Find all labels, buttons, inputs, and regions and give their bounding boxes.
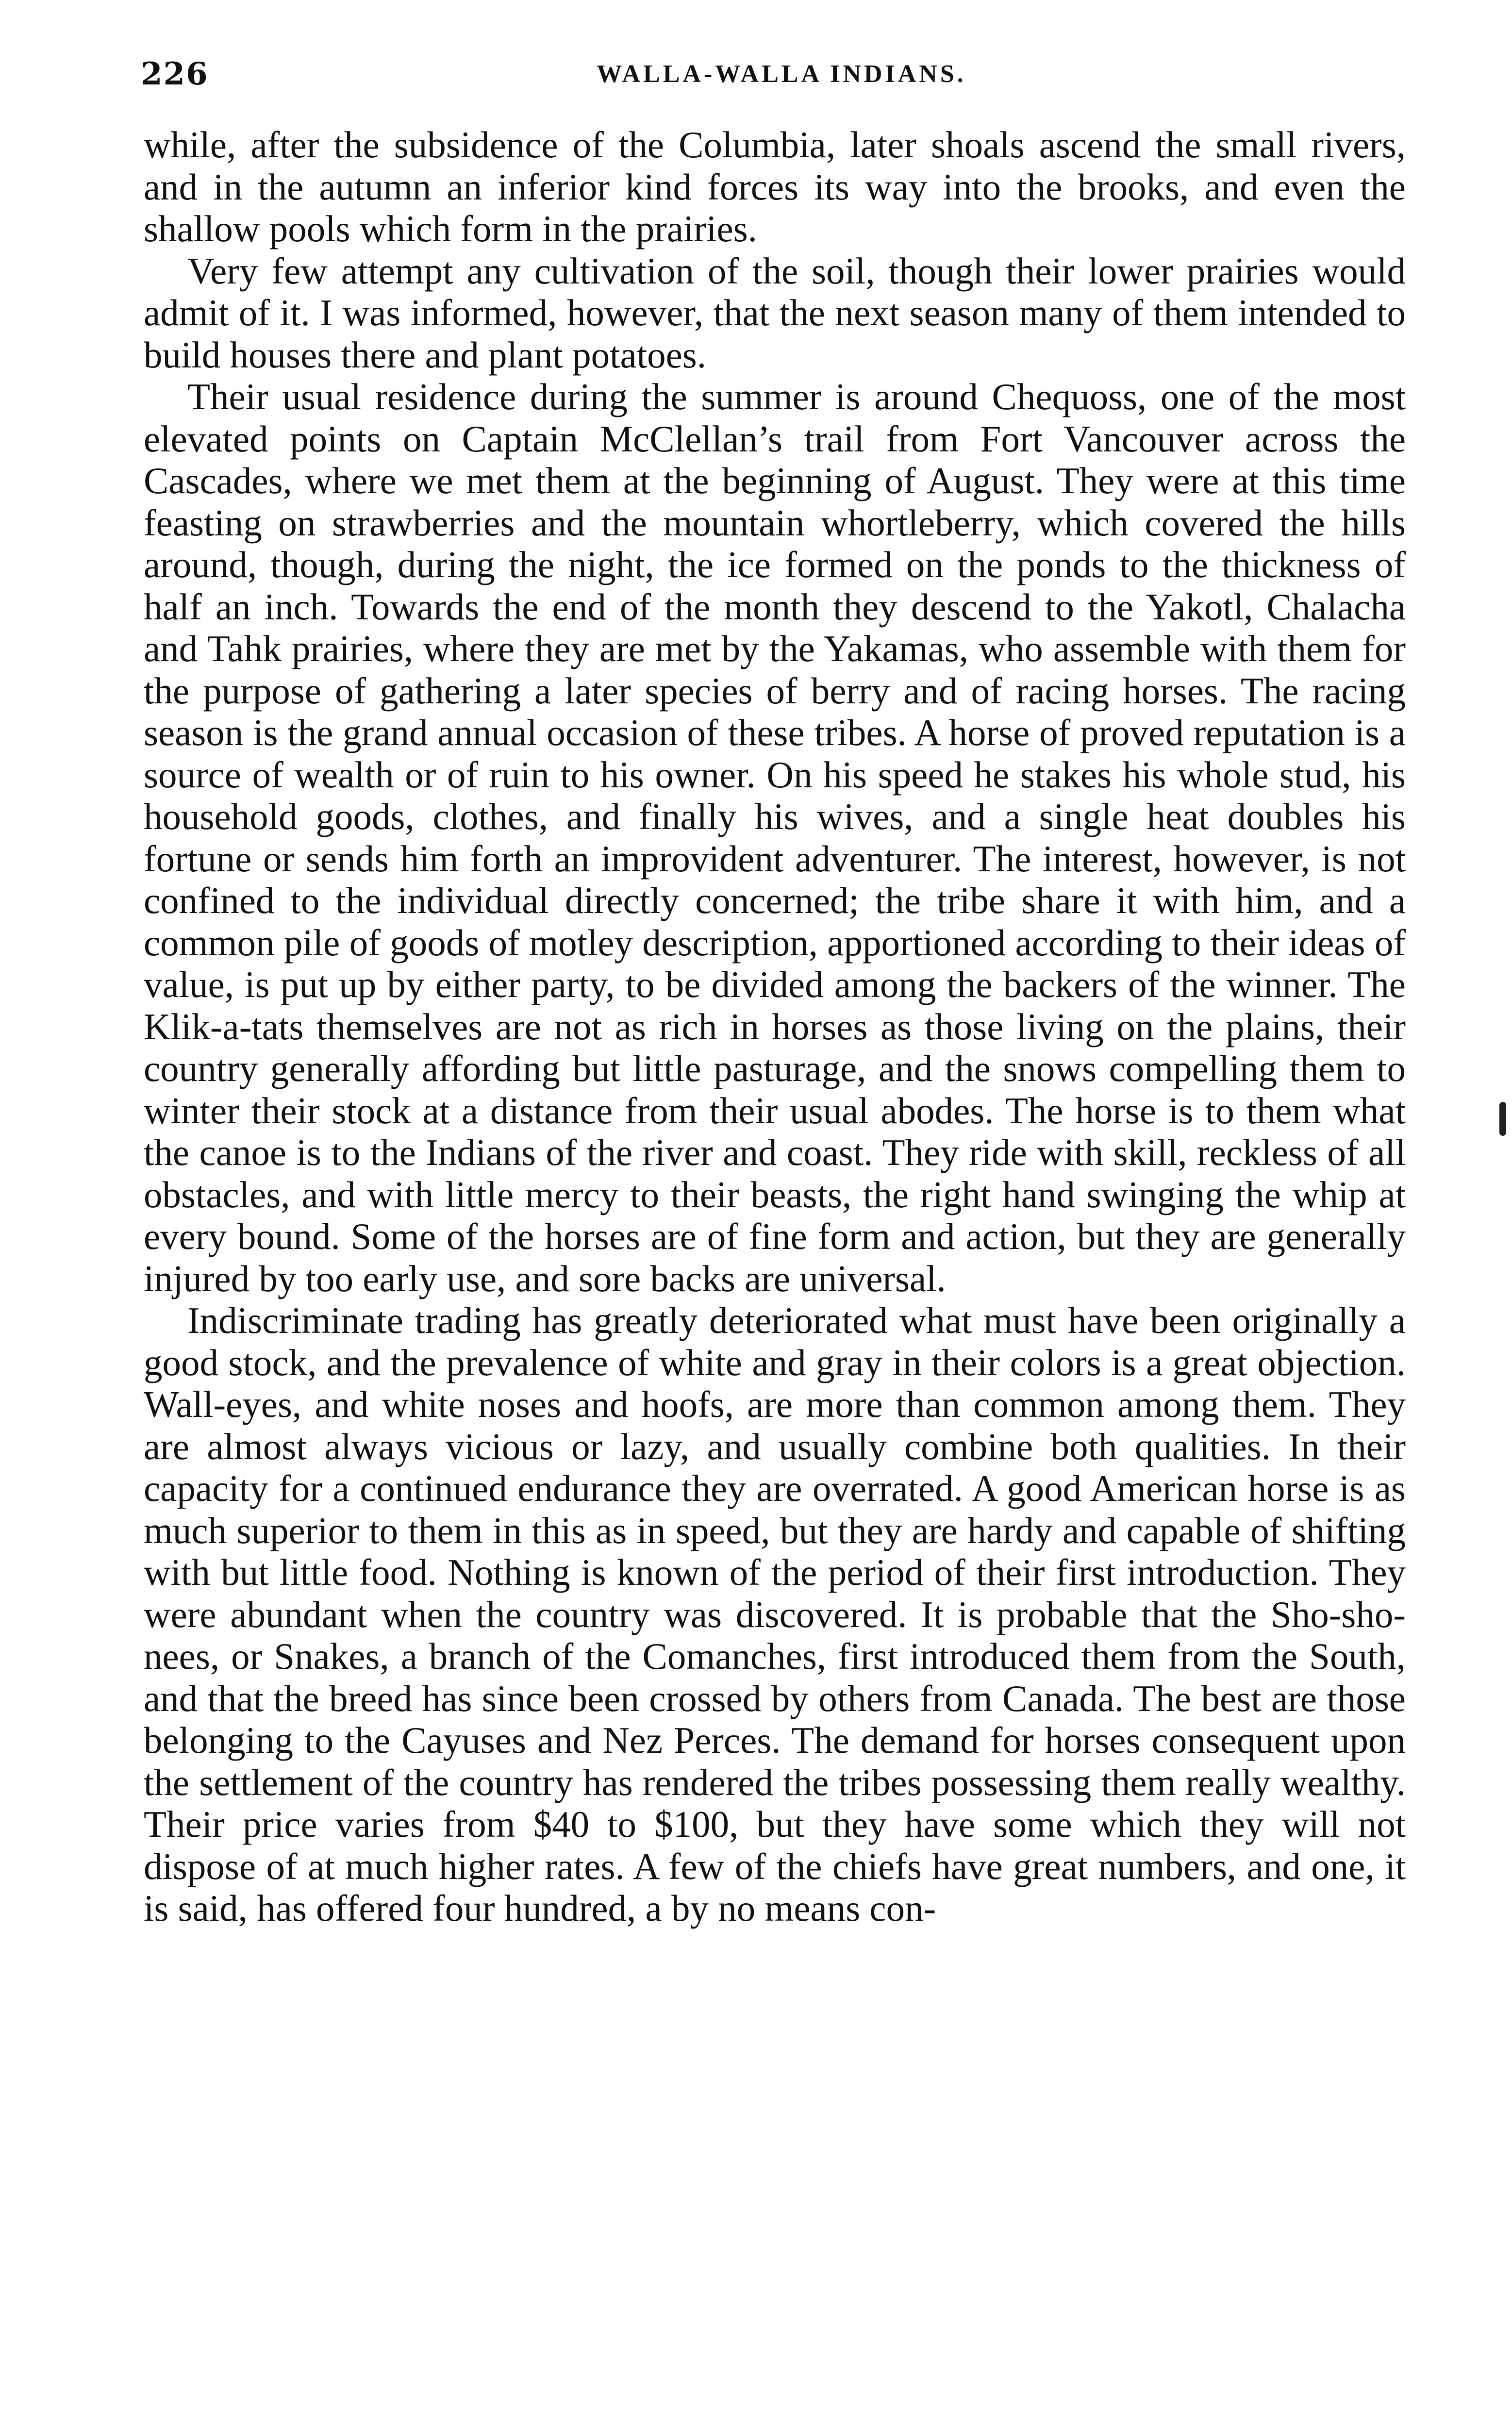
paragraph-2: Very few attempt any cultivation of the soil, though their lower prairies would admit of it. I was informed, however, that the next season many of them intended to build houses there and plant potatoes. [144, 249, 1406, 376]
paragraph-3: Their usual residence during the summer is around Chequoss, one of the most elevated points on Captain McClellan’s trail from Fort Vancouver across the Cascades, where we met them at the beginning of August. They were at this time feasting on strawberries and the mountain whortleberry, which covered the hills around, though, during the night, the ice formed on the ponds to the thickness of half an inch. Towards the end of the month they descend to the Yakotl, Chalacha and Tahk prairies, where they are met by the Yakamas, who assemble with them for the purpose of gathering a later species of berry and of racing horses. The racing season is the grand annual occasion of these tribes. A horse of proved reputation is a source of wealth or of ruin to his owner. On his speed he stakes his whole stud, his household goods, clothes, and finally his wives, and a single heat doubles his fortune or sends him forth an improvident adventurer. The interest, however, is not confined to the individual directly concerned; the tribe share it with him, and a common pile of goods of motley description, apportioned according to their ideas of value, is put up by either party, to be divided among the backers of the winner. The Klik-a-tats themselves are not as rich in horses as those living on the plains, their country generally affording but little pasturage, and the snows compelling them to winter their stock at a distance from their usual abodes. The horse is to them what the canoe is to the Indians of the river and coast. They ride with skill, reckless of all obstacles, and with little mercy to their beasts, the right hand swinging the whip at every bound. Some of the horses are of fine form and action, but they are generally injured by too early use, and sore backs are universal. [144, 376, 1406, 1299]
paragraph-4: Indiscriminate trading has greatly deteriorated what must have been originally a good stock, and the prevalence of white and gray in their colors is a great objection. Wall-eyes, and white noses and hoofs, are more than common among them. They are almost always vicious or lazy, and usually combine both qualities. In their capacity for a continued endurance they are overrated. A good American horse is as much superior to them in this as in speed, but they are hardy and capable of shifting with but little food. Nothing is known of the period of their first introduction. They were abundant when the country was discovered. It is probable that the Sho-sho-nees, or Snakes, a branch of the Comanches, first introduced them from the South, and that the breed has since been crossed by others from Canada. The best are those belonging to the Cayuses and Nez Perces. The demand for horses consequent upon the settlement of the country has rendered the tribes possessing them really wealthy. Their price varies from $40 to $100, but they have some which they will not dispose of at much higher rates. A few of the chiefs have great numbers, and one, it is said, has offered four hundred, a by no means con- [144, 1299, 1406, 1929]
body-text [144, 124, 1406, 2405]
running-head: WALLA-WALLA INDIANS. [597, 60, 966, 88]
paragraph-1: while, after the subsidence of the Columbia, later shoals ascend the small rivers, and in the autumn an inferior kind forces its way into the brooks, and even the shallow pools which form in the prairies. [144, 124, 1406, 249]
page-header [141, 56, 1422, 100]
margin-mark [1499, 1102, 1506, 1136]
page-number: 226 [141, 56, 209, 92]
